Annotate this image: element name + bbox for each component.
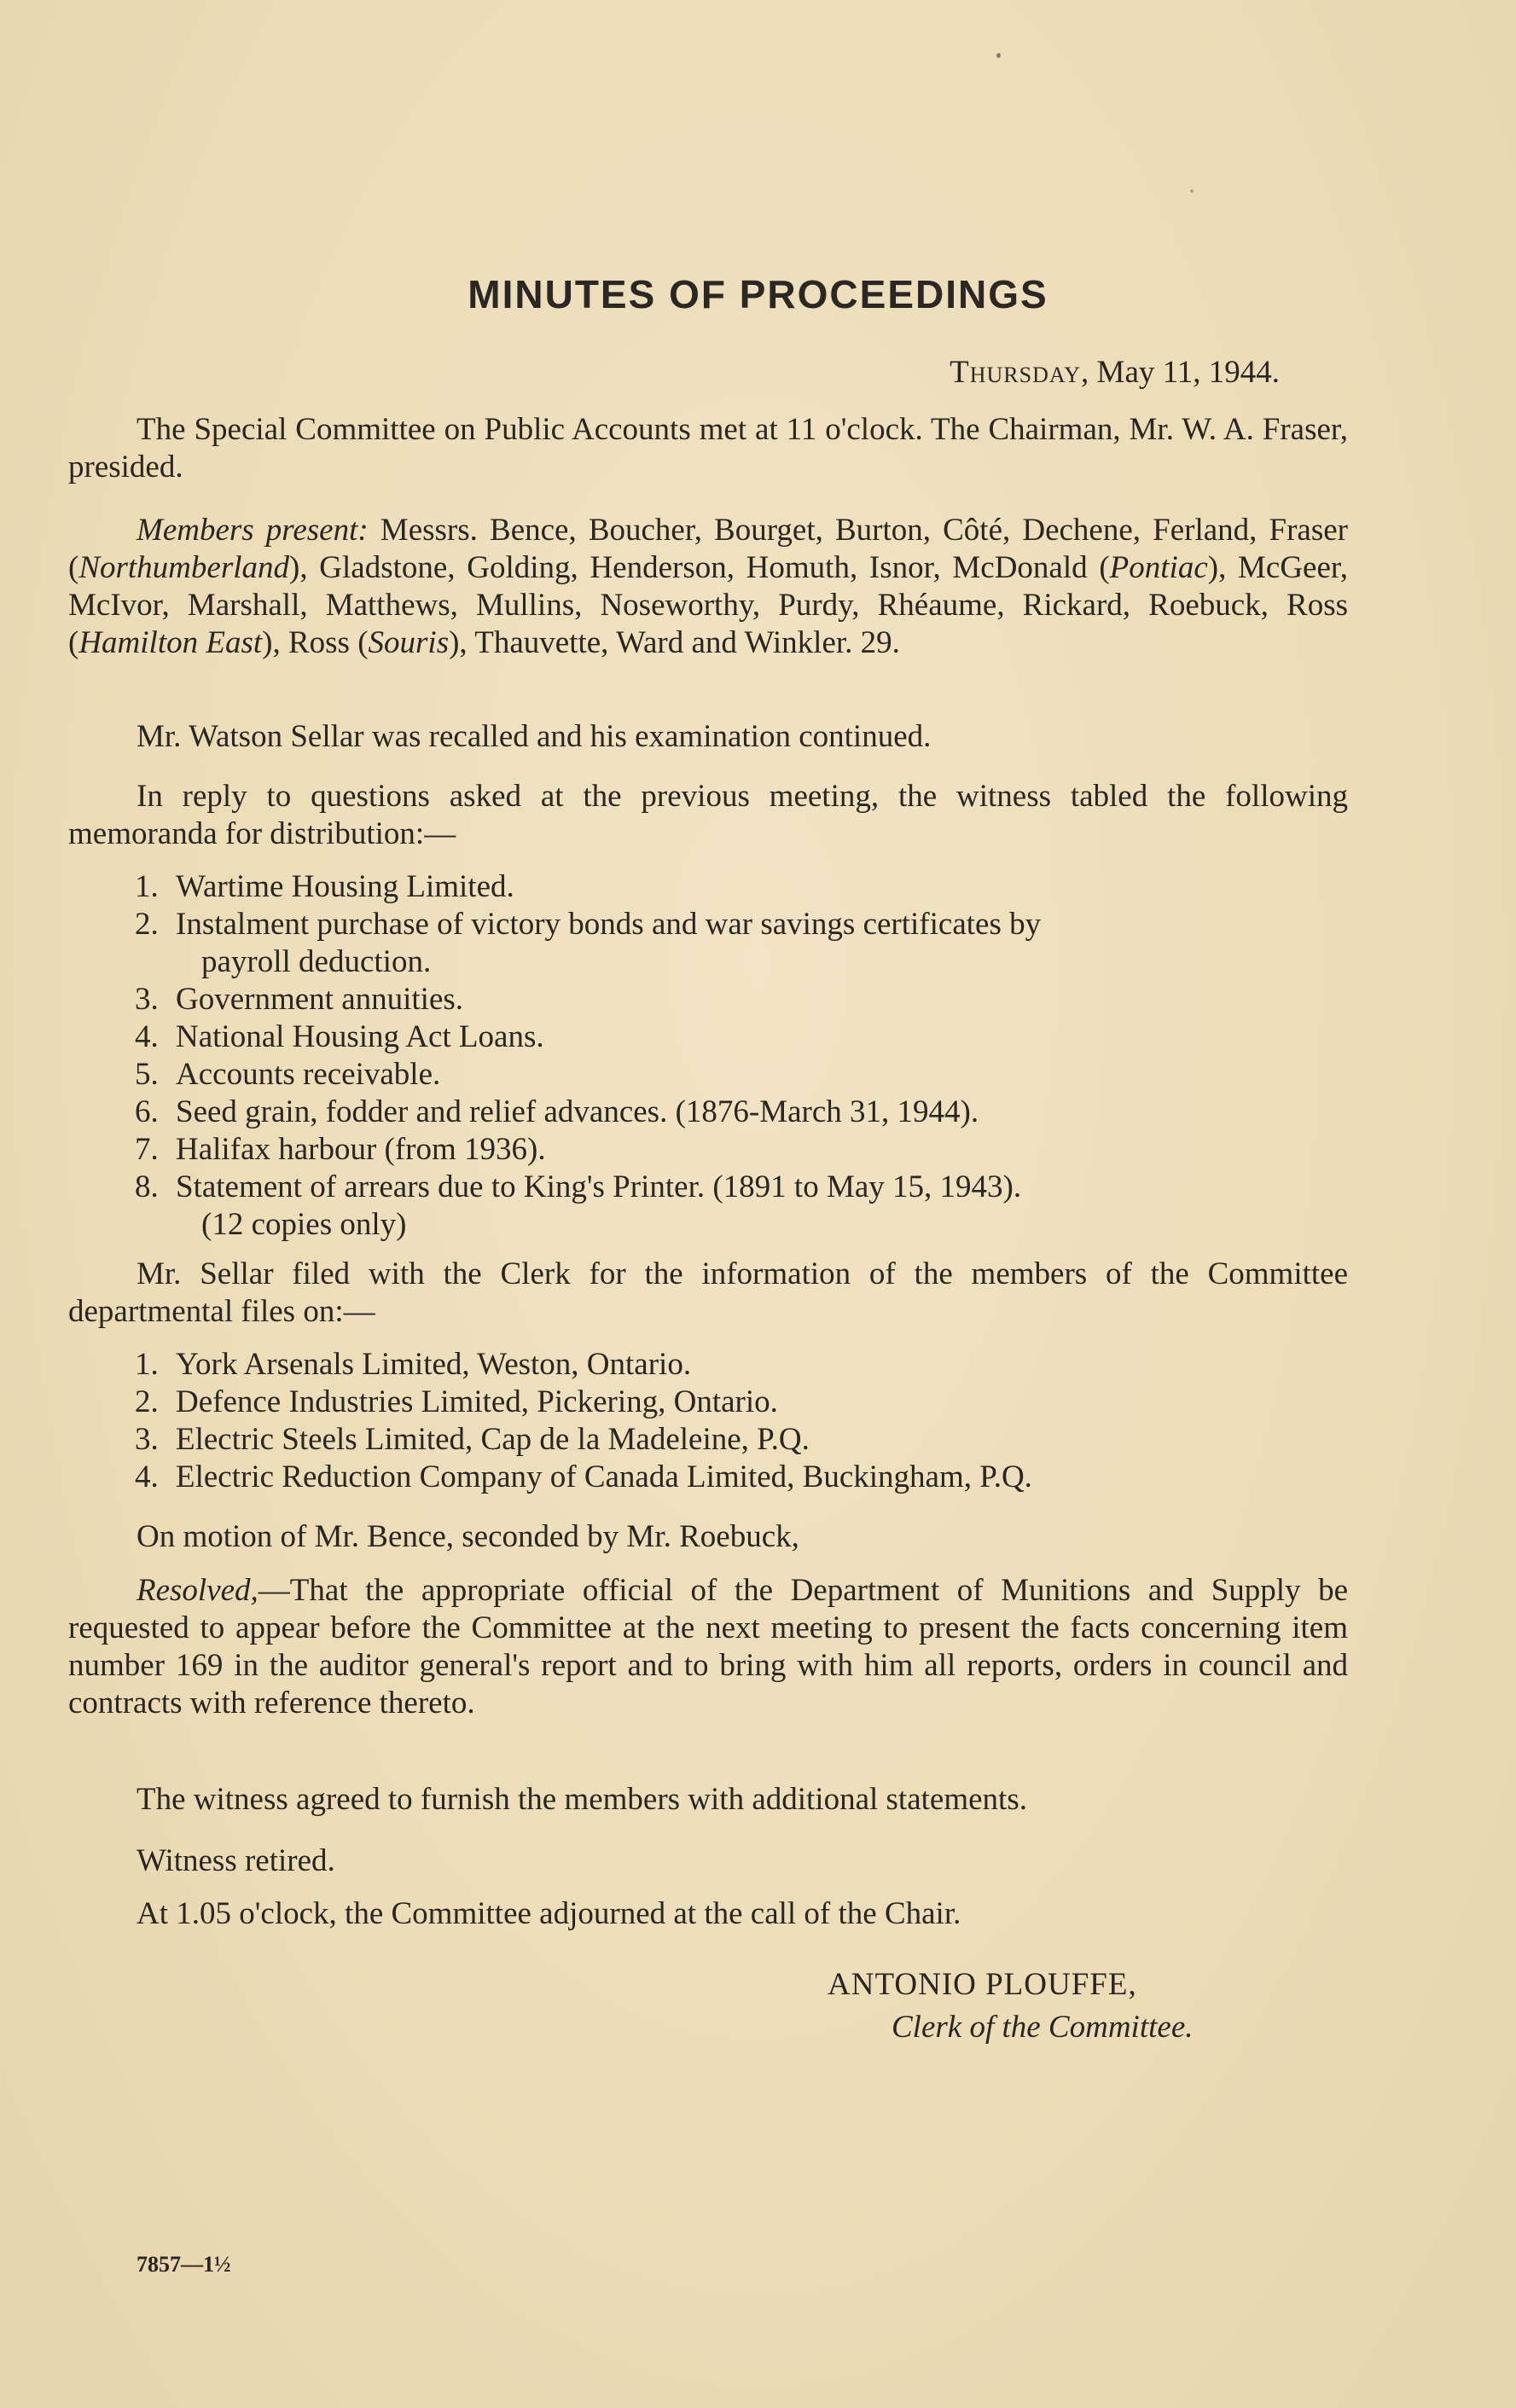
resolved-label: Resolved,: [136, 1573, 258, 1608]
constituency: Souris: [368, 625, 450, 660]
item-text: Government annuities.: [176, 982, 464, 1017]
members-text: Messrs. Bence, Boucher, Bourget, Burton, Côté, Dechene, Ferland, Fraser (: [68, 513, 1348, 585]
members-text: ), Ross (: [262, 625, 369, 660]
list-item: [135, 1384, 1355, 1421]
list-item: [135, 906, 1355, 981]
list-item: [135, 1459, 1355, 1496]
signature-name: ANTONIO PLOUFFE,: [828, 1967, 1137, 2002]
resolved-text: —That the appropriate official of the Department of Munitions and Supply be requested to appear before the Committee at the next meeting to present the facts concerning item number 169 in the auditor general's report and to bring with him all reports, orders in council and contracts with reference thereto.: [68, 1573, 1348, 1720]
constituency: Hamilton East: [78, 625, 263, 660]
list-item: [135, 1018, 1355, 1056]
item-number: 8.: [135, 1169, 159, 1204]
item-text: Accounts receivable.: [176, 1057, 441, 1092]
files-list: [135, 1346, 1355, 1496]
item-text: Halifax harbour (from 1936).: [176, 1132, 546, 1167]
list-item: [135, 981, 1355, 1018]
memoranda-intro-paragraph: In reply to questions asked at the previous meeting, the witness tabled the following memoranda for distribution:—: [68, 779, 1348, 851]
list-item: [135, 1094, 1355, 1131]
item-text: Statement of arrears due to King's Printer. (1891 to May 15, 1943).: [176, 1169, 1022, 1204]
list-item: [135, 1421, 1355, 1459]
files-intro-paragraph: Mr. Sellar filed with the Clerk for the information of the members of the Committee departmental files on:—: [68, 1256, 1348, 1329]
item-number: 2.: [135, 907, 159, 942]
item-number: 6.: [135, 1094, 159, 1129]
statements-paragraph: The witness agreed to furnish the members with additional statements.: [136, 1782, 1027, 1817]
item-text: National Housing Act Loans.: [176, 1019, 544, 1054]
item-text: Wartime Housing Limited.: [176, 869, 514, 904]
item-text: Electric Steels Limited, Cap de la Madeleine, P.Q.: [176, 1422, 810, 1457]
members-text: ), McGeer, McIvor, Marshall, Matthews, Mullins, Noseworthy, Purdy, Rhéaume, Rickard, Roebuck, Ross (: [68, 550, 1348, 660]
item-text: Seed grain, fodder and relief advances. (1876-March 31, 1944).: [176, 1094, 979, 1129]
list-item: [135, 868, 1355, 906]
date-weekday: Thursday: [950, 355, 1082, 390]
constituency: Pontiac: [1109, 550, 1208, 585]
item-text: Defence Industries Limited, Pickering, Ontario.: [176, 1384, 778, 1419]
item-text: Electric Reduction Company of Canada Limited, Buckingham, P.Q.: [176, 1459, 1032, 1494]
item-continuation: (12 copies only): [201, 1207, 407, 1242]
item-number: 3.: [135, 1422, 159, 1457]
item-text: York Arsenals Limited, Weston, Ontario.: [176, 1347, 692, 1382]
item-number: 4.: [135, 1019, 159, 1054]
printer-code: 7857—1½: [136, 2252, 231, 2277]
members-present-paragraph: [68, 512, 1348, 662]
resolution-paragraph: [68, 1572, 1348, 1722]
members-text: ), Thauvette, Ward and Winkler. 29.: [449, 625, 900, 660]
list-item: [135, 1056, 1355, 1094]
document-title: MINUTES OF PROCEEDINGS: [468, 272, 1048, 316]
witness-retired-paragraph: Witness retired.: [136, 1843, 335, 1878]
item-number: 7.: [135, 1132, 159, 1167]
opening-paragraph: The Special Committee on Public Accounts met at 11 o'clock. The Chairman, Mr. W. A. Fraser, presided.: [68, 412, 1348, 485]
members-label: Members present:: [136, 513, 369, 548]
list-item: [135, 1131, 1355, 1169]
list-item: [135, 1346, 1355, 1384]
motion-paragraph: On motion of Mr. Bence, seconded by Mr. Roebuck,: [136, 1519, 799, 1554]
item-text: Instalment purchase of victory bonds and war savings certificates by: [176, 907, 1042, 942]
item-number: 4.: [135, 1459, 159, 1494]
members-text: ), Gladstone, Golding, Henderson, Homuth, Isnor, McDonald (: [289, 550, 1110, 585]
meeting-date: [950, 354, 1280, 391]
constituency: Northumberland: [78, 550, 290, 585]
adjournment-paragraph: At 1.05 o'clock, the Committee adjourned at the call of the Chair.: [136, 1896, 961, 1931]
date-rest: , May 11, 1944.: [1081, 355, 1280, 390]
memoranda-list: [135, 868, 1355, 1244]
paper-speck: [1190, 189, 1194, 193]
item-number: 3.: [135, 982, 159, 1017]
witness-recalled-paragraph: Mr. Watson Sellar was recalled and his examination continued.: [136, 719, 932, 754]
item-number: 2.: [135, 1384, 159, 1419]
list-item: [135, 1169, 1355, 1244]
paper-speck: [996, 53, 1001, 58]
item-number: 1.: [135, 869, 159, 904]
signature-title: Clerk of the Committee.: [892, 2010, 1194, 2045]
item-number: 5.: [135, 1057, 159, 1092]
item-continuation: payroll deduction.: [201, 944, 432, 979]
item-number: 1.: [135, 1347, 159, 1382]
